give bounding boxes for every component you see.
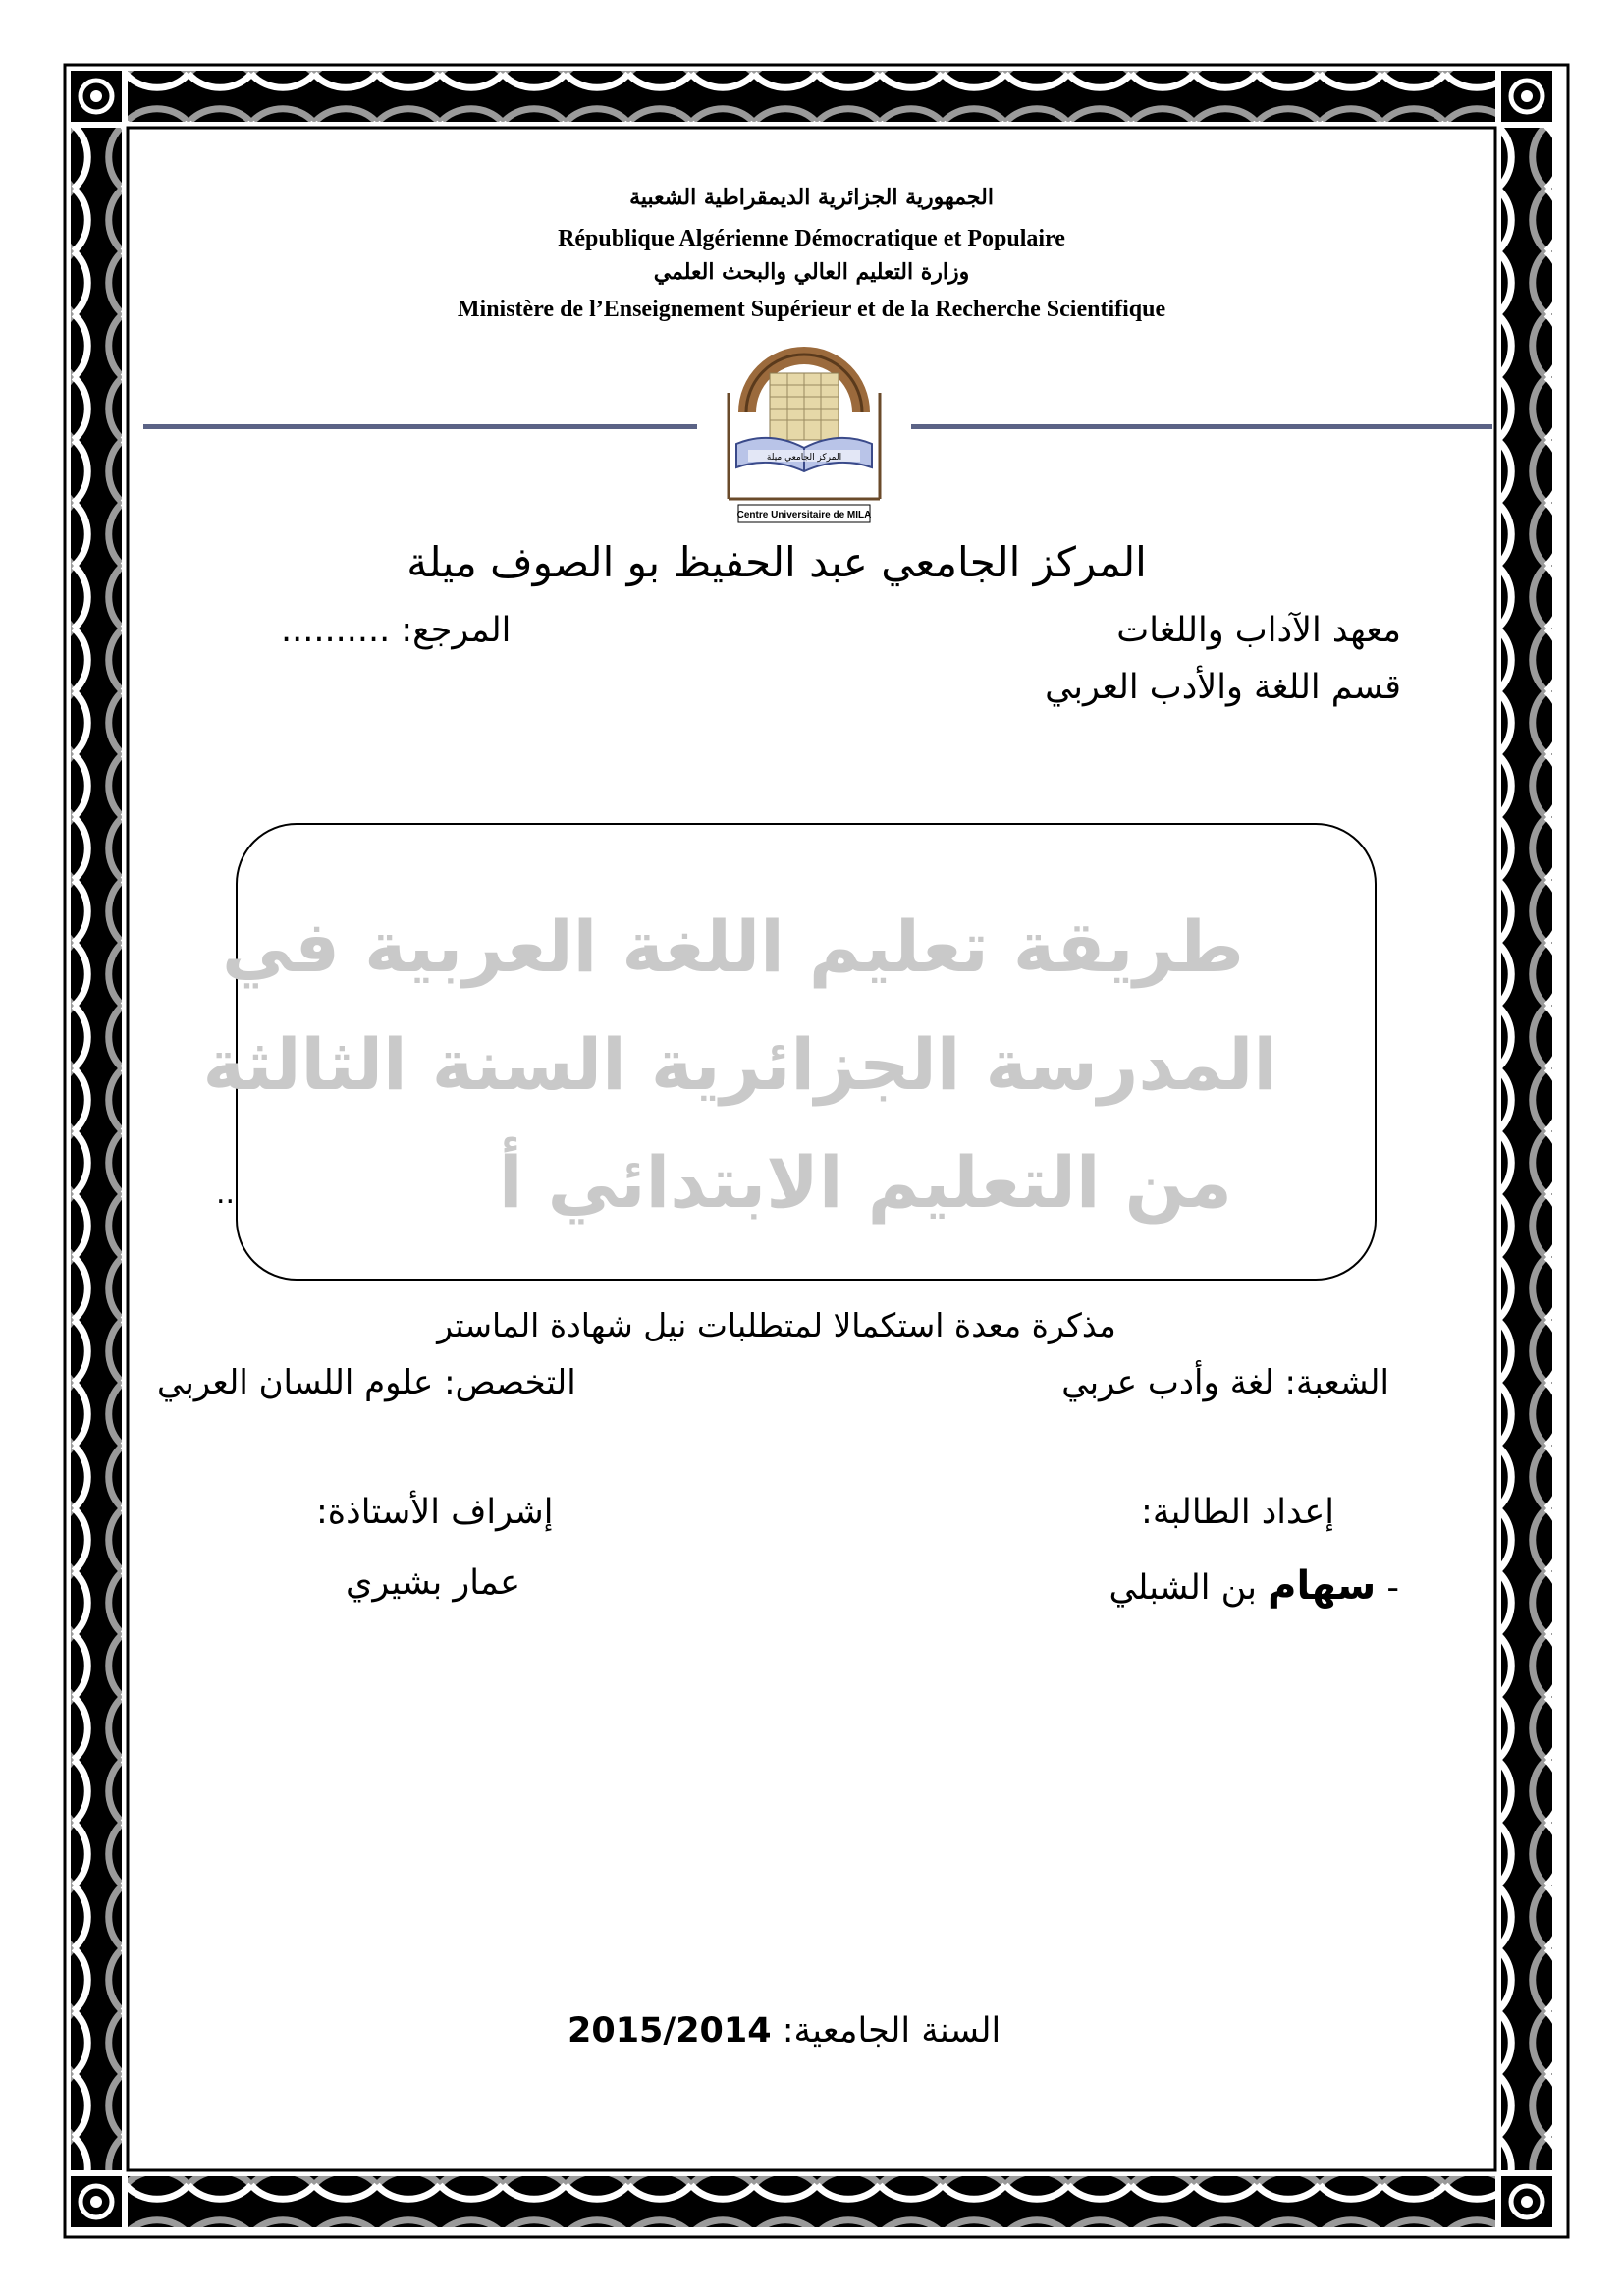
ministry-arabic: وزارة التعليم العالي والبحث العلمي: [653, 259, 970, 285]
university-logo: [725, 334, 884, 526]
student-last-name: بن الشبلي: [1109, 1568, 1257, 1608]
prepared-by-label: إعداد الطالبة:: [1141, 1493, 1334, 1532]
thesis-title-line-1: طريقة تعليم اللغة العربية في: [222, 905, 1244, 988]
thesis-title-line-2: المدرسة الجزائرية السنة الثالثة: [202, 1023, 1277, 1106]
republic-arabic: الجمهورية الجزائرية الديمقراطية الشعبية: [629, 185, 994, 210]
supervisor-name: عمار بشيري: [346, 1563, 521, 1603]
branch: الشعبة: لغة وأدب عربي: [1061, 1363, 1389, 1402]
student-first-name: سهام: [1268, 1563, 1377, 1609]
memo-statement: مذكرة معدة استكمالا لمتطلبات نيل شهادة الماستر: [437, 1306, 1116, 1344]
student-dash: -: [1386, 1568, 1399, 1608]
student-name: [1109, 1563, 1399, 1609]
university-center-name: المركز الجامعي عبد الحفيظ بو الصوف ميلة: [406, 538, 1147, 586]
logo-caption: Centre Universitaire de MILA: [736, 510, 872, 520]
republic-french: République Algérienne Démocratique et Populaire: [558, 226, 1065, 251]
academic-year-label: السنة الجامعية:: [782, 2011, 1001, 2050]
academic-year-value: 2015/2014: [568, 2011, 772, 2050]
stray-dots: ..: [216, 1176, 236, 1211]
reference-number: المرجع: ..........: [281, 611, 512, 650]
header-rule-left: [143, 424, 697, 429]
specialty: التخصص: علوم اللسان العربي: [157, 1363, 576, 1402]
academic-year: [568, 2011, 1001, 2050]
thesis-title-line-3: من التعليم الابتدائي أ: [498, 1141, 1232, 1224]
header-rule-right: [911, 424, 1492, 429]
ministry-french: Ministère de l’Enseignement Supérieur et de la Recherche Scientifique: [457, 297, 1166, 322]
department-name: قسم اللغة والأدب العربي: [1045, 668, 1401, 707]
supervision-label: إشراف الأستاذة:: [316, 1493, 554, 1532]
institute-name: معهد الآداب واللغات: [1116, 611, 1401, 650]
logo-arabic-text: المركز الجامعي ميلة: [766, 453, 842, 463]
